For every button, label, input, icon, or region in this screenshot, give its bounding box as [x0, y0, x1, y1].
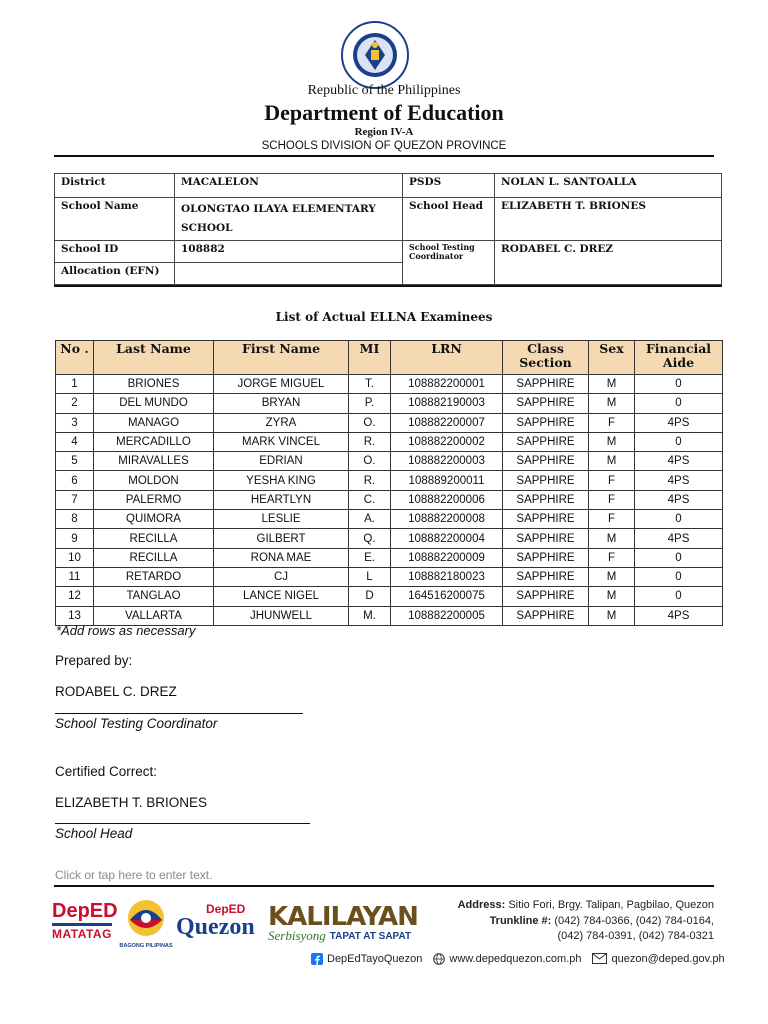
examinees-table: [55, 340, 723, 626]
cell-financial-aide: 0: [635, 510, 723, 529]
cell-no: 3: [56, 413, 94, 432]
cell-mi: C.: [349, 490, 391, 509]
cell-mi: O.: [349, 413, 391, 432]
cell-no: 8: [56, 510, 94, 529]
cell-financial-aide: 0: [635, 432, 723, 451]
cell-lrn: 108882200002: [391, 432, 503, 451]
cell-last-name: MIRAVALLES: [94, 452, 214, 471]
cell-last-name: TANGLAO: [94, 587, 214, 606]
cell-class-section: SAPPHIRE: [503, 567, 589, 586]
cell-first-name: JHUNWELL: [214, 606, 349, 625]
cell-no: 5: [56, 452, 94, 471]
address-label: Address:: [457, 899, 506, 911]
cell-lrn: 108882190003: [391, 394, 503, 413]
col-mi: MI: [349, 341, 391, 375]
cell-class-section: SAPPHIRE: [503, 529, 589, 548]
cell-financial-aide: 0: [635, 375, 723, 394]
school-name-label: School Name: [55, 198, 175, 241]
cell-sex: M: [589, 394, 635, 413]
cell-first-name: JORGE MIGUEL: [214, 375, 349, 394]
certified-name: ELIZABETH T. BRIONES: [55, 795, 208, 810]
psds-label: PSDS: [403, 174, 495, 198]
cell-first-name: EDRIAN: [214, 452, 349, 471]
col-financial-aide: Financial Aide: [635, 341, 723, 375]
cell-no: 12: [56, 587, 94, 606]
cell-sex: F: [589, 548, 635, 567]
cell-financial-aide: 4PS: [635, 606, 723, 625]
cell-no: 11: [56, 567, 94, 586]
school-id-value: 108882: [175, 241, 403, 263]
cell-last-name: PALERMO: [94, 490, 214, 509]
cell-financial-aide: 0: [635, 587, 723, 606]
cell-sex: F: [589, 471, 635, 490]
cell-sex: F: [589, 490, 635, 509]
prepared-by-title: School Testing Coordinator: [55, 716, 218, 731]
table-row: [56, 490, 723, 509]
cell-last-name: MOLDON: [94, 471, 214, 490]
cell-sex: M: [589, 375, 635, 394]
cell-mi: O.: [349, 452, 391, 471]
cell-last-name: MANAGO: [94, 413, 214, 432]
table-row: [56, 471, 723, 490]
cell-no: 1: [56, 375, 94, 394]
kalilayan-sub2: TAPAT AT SAPAT: [329, 930, 412, 942]
district-label: District: [55, 174, 175, 198]
quezon-deped-text: DepED: [206, 902, 246, 916]
cell-lrn: 108882180023: [391, 567, 503, 586]
deped-matatag-logo: [52, 900, 118, 950]
bagong-pilipinas-emblem: [118, 898, 174, 938]
cell-sex: M: [589, 587, 635, 606]
cell-financial-aide: 4PS: [635, 471, 723, 490]
table-row: [56, 587, 723, 606]
school-name-value: OLONGTAO ILAYA ELEMENTARY SCHOOL: [175, 198, 403, 241]
col-sex: Sex: [589, 341, 635, 375]
cell-mi: L: [349, 567, 391, 586]
col-class-section: Class Section: [503, 341, 589, 375]
cell-class-section: SAPPHIRE: [503, 432, 589, 451]
cell-financial-aide: 0: [635, 548, 723, 567]
col-first-name: First Name: [214, 341, 349, 375]
cell-first-name: CJ: [214, 567, 349, 586]
list-title: List of Actual ELLNA Examinees: [275, 310, 493, 324]
prepared-by-label: Prepared by:: [55, 653, 133, 668]
certified-title: School Head: [55, 826, 133, 841]
cell-no: 6: [56, 471, 94, 490]
footer-divider: [54, 885, 714, 887]
cell-first-name: LESLIE: [214, 510, 349, 529]
cell-first-name: GILBERT: [214, 529, 349, 548]
cell-sex: M: [589, 567, 635, 586]
cell-last-name: BRIONES: [94, 375, 214, 394]
cell-lrn: 108882200001: [391, 375, 503, 394]
department-heading: Department of Education: [264, 100, 504, 125]
cell-class-section: SAPPHIRE: [503, 375, 589, 394]
cell-last-name: DEL MUNDO: [94, 394, 214, 413]
cell-class-section: SAPPHIRE: [503, 510, 589, 529]
table-row: [56, 432, 723, 451]
cell-lrn: 108882200006: [391, 490, 503, 509]
cell-first-name: HEARTLYN: [214, 490, 349, 509]
cell-lrn: 108882200004: [391, 529, 503, 548]
trunkline-label: Trunkline #:: [489, 914, 552, 927]
table-row: [56, 452, 723, 471]
cell-class-section: SAPPHIRE: [503, 452, 589, 471]
quezon-logo-text: Quezon: [176, 914, 255, 940]
cell-mi: Q.: [349, 529, 391, 548]
col-lrn: LRN: [391, 341, 503, 375]
email-icon: [592, 952, 608, 965]
cell-mi: D: [349, 587, 391, 606]
cell-mi: E.: [349, 548, 391, 567]
school-head-value: ELIZABETH T. BRIONES: [495, 198, 722, 241]
cell-last-name: QUIMORA: [94, 510, 214, 529]
cell-financial-aide: 0: [635, 394, 723, 413]
region-heading: Region IV-A: [354, 126, 414, 138]
cell-lrn: 108882200005: [391, 606, 503, 625]
facebook-icon: [310, 952, 323, 965]
cell-no: 9: [56, 529, 94, 548]
school-info-table: [54, 173, 722, 285]
prepared-signature-line: [55, 713, 303, 714]
cell-no: 4: [56, 432, 94, 451]
cell-class-section: SAPPHIRE: [503, 587, 589, 606]
col-last-name: Last Name: [94, 341, 214, 375]
table-row: [56, 510, 723, 529]
cell-last-name: RETARDO: [94, 567, 214, 586]
cell-lrn: 108882200007: [391, 413, 503, 432]
cell-mi: R.: [349, 432, 391, 451]
cell-class-section: SAPPHIRE: [503, 606, 589, 625]
cell-sex: M: [589, 432, 635, 451]
cell-lrn: 164516200075: [391, 587, 503, 606]
table-row: [56, 548, 723, 567]
cell-class-section: SAPPHIRE: [503, 548, 589, 567]
website-link[interactable]: www.depedquezon.com.ph: [449, 952, 582, 965]
district-value: MACALELON: [175, 174, 403, 198]
certified-label: Certified Correct:: [55, 764, 158, 779]
prepared-by-name: RODABEL C. DREZ: [55, 684, 177, 699]
deped-seal-logo: [340, 20, 410, 90]
cell-no: 2: [56, 394, 94, 413]
cell-sex: F: [589, 413, 635, 432]
deped-logo-text: DepED: [52, 900, 118, 922]
table-row: [56, 413, 723, 432]
facebook-link[interactable]: DepEdTayoQuezon: [327, 952, 423, 965]
globe-icon: [432, 952, 445, 965]
cell-last-name: RECILLA: [94, 548, 214, 567]
school-id-label: School ID: [55, 241, 175, 263]
examinees-body: [56, 375, 723, 626]
testing-coordinator-label: School Testing Coordinator: [403, 241, 495, 285]
cell-last-name: RECILLA: [94, 529, 214, 548]
division-heading: SCHOOLS DIVISION OF QUEZON PROVINCE: [261, 140, 507, 152]
cell-mi: T.: [349, 375, 391, 394]
cell-lrn: 108882200009: [391, 548, 503, 567]
trunkline-value-2: (042) 784-0391, (042) 784-0321: [557, 930, 714, 942]
col-no: No .: [56, 341, 94, 375]
cell-mi: R.: [349, 471, 391, 490]
cell-sex: M: [589, 452, 635, 471]
cell-first-name: YESHA KING: [214, 471, 349, 490]
cell-mi: M.: [349, 606, 391, 625]
cell-last-name: VALLARTA: [94, 606, 214, 625]
deped-quezon-logo: [176, 902, 266, 946]
allocation-label: Allocation (EFN): [55, 263, 175, 285]
cell-first-name: BRYAN: [214, 394, 349, 413]
cell-financial-aide: 4PS: [635, 529, 723, 548]
cell-class-section: SAPPHIRE: [503, 394, 589, 413]
certified-signature-line: [55, 823, 310, 824]
bagong-pilipinas-logo: [118, 898, 174, 950]
kalilayan-sub1: Serbisyong: [268, 928, 326, 943]
email-link[interactable]: quezon@deped.gov.ph: [611, 952, 725, 965]
testing-coordinator-value: RODABEL C. DREZ: [495, 241, 722, 285]
matatag-logo-text: MATATAG: [52, 927, 112, 941]
cell-lrn: 108882200003: [391, 452, 503, 471]
cell-first-name: ZYRA: [214, 413, 349, 432]
cell-mi: A.: [349, 510, 391, 529]
cell-financial-aide: 4PS: [635, 490, 723, 509]
cell-first-name: MARK VINCEL: [214, 432, 349, 451]
psds-value: NOLAN L. SANTOALLA: [495, 174, 722, 198]
table-row: [56, 394, 723, 413]
kalilayan-title: KALILAYAN: [268, 902, 418, 932]
cell-financial-aide: 4PS: [635, 452, 723, 471]
republic-heading: Republic of the Philippines: [307, 83, 461, 98]
cell-financial-aide: 4PS: [635, 413, 723, 432]
text-placeholder-field[interactable]: Click or tap here to enter text.: [55, 868, 213, 882]
cell-no: 13: [56, 606, 94, 625]
footer-address-block: [458, 898, 714, 945]
cell-lrn: 108882200008: [391, 510, 503, 529]
table-row: [56, 567, 723, 586]
school-head-label: School Head: [403, 198, 495, 241]
cell-last-name: MERCADILLO: [94, 432, 214, 451]
cell-first-name: RONA MAE: [214, 548, 349, 567]
cell-financial-aide: 0: [635, 567, 723, 586]
cell-no: 7: [56, 490, 94, 509]
allocation-value[interactable]: [175, 263, 403, 285]
footer-contacts: [310, 952, 725, 965]
cell-class-section: SAPPHIRE: [503, 413, 589, 432]
cell-mi: P.: [349, 394, 391, 413]
cell-sex: F: [589, 510, 635, 529]
kalilayan-logo: [268, 904, 440, 948]
cell-class-section: SAPPHIRE: [503, 490, 589, 509]
cell-first-name: LANCE NIGEL: [214, 587, 349, 606]
header-divider: [54, 155, 714, 157]
table-row: [56, 375, 723, 394]
table-row: [56, 529, 723, 548]
cell-no: 10: [56, 548, 94, 567]
add-rows-note: *Add rows as necessary: [56, 623, 196, 638]
info-divider: [54, 285, 722, 287]
deped-logo-bar: [52, 923, 112, 926]
bagong-pilipinas-text: BAGONG PILIPINAS: [119, 943, 173, 949]
cell-lrn: 108889200011: [391, 471, 503, 490]
cell-sex: M: [589, 606, 635, 625]
trunkline-value-1: (042) 784-0366, (042) 784-0164,: [554, 914, 714, 927]
cell-sex: M: [589, 529, 635, 548]
cell-class-section: SAPPHIRE: [503, 471, 589, 490]
address-value: Sitio Fori, Brgy. Talipan, Pagbilao, Quezon: [508, 899, 714, 911]
